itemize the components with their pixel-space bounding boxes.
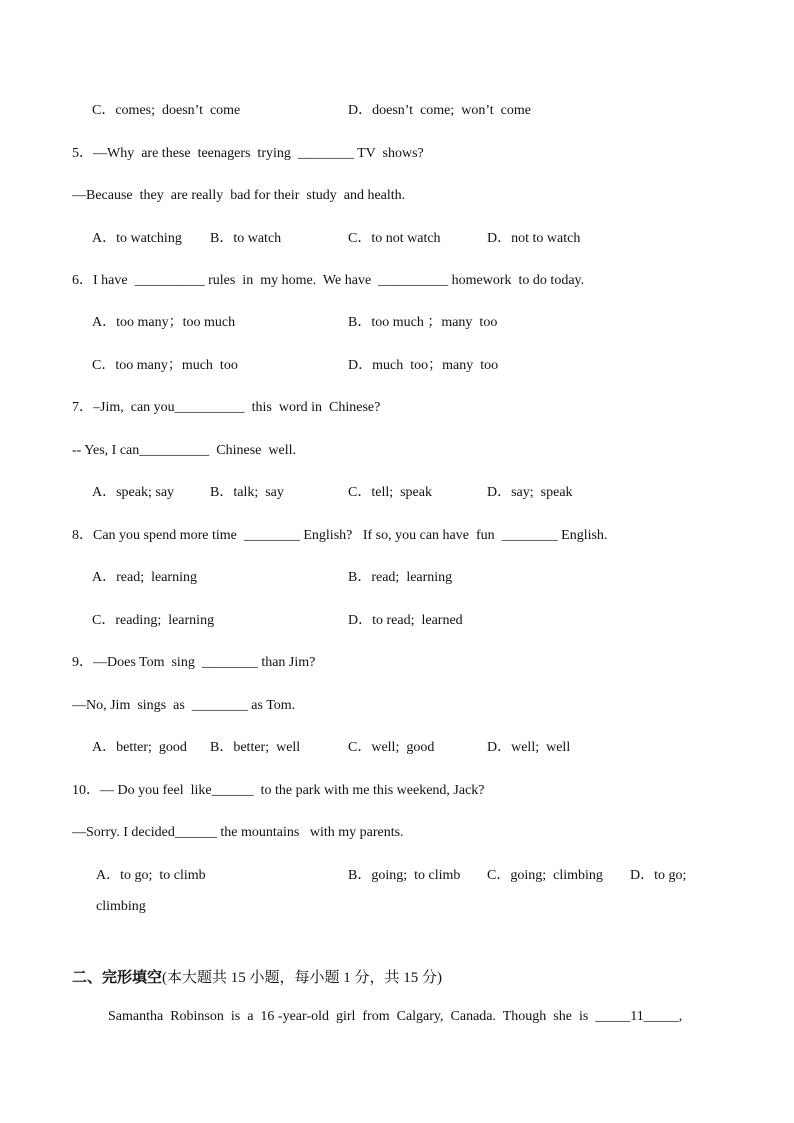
q6-stem: 6．I have __________ rules in my home. We have __________ homework to do today. [72,273,585,288]
q7-stem: 7．–Jim, can you__________ this word in Chinese? [72,400,381,415]
q10-option-d-continued: climbing [96,899,146,914]
q6-option-c: C．too many；much too [92,358,238,373]
q10-option-d: D．to go; [630,868,687,883]
q8-option-b: B．read; learning [348,570,453,585]
q10-reply: —Sorry. I decided______ the mountains with my parents. [72,825,404,840]
q5-reply: —Because they are really bad for their study and health. [72,188,406,203]
section-heading [72,968,442,988]
q5-option-d: D．not to watch [487,231,581,246]
q4-option-d: D．doesn’t come; won’t come [348,103,532,118]
q5-option-a: A．to watching [92,231,182,246]
q8-option-a: A．read; learning [92,570,197,585]
q7-option-a: A．speak; say [92,485,175,500]
q9-option-b: B．better; well [210,740,301,755]
q9-option-c: C．well; good [348,740,435,755]
q6-option-d: D．much too；many too [348,358,499,373]
q8-option-c: C．reading; learning [92,613,215,628]
q10-option-a: A．to go; to climb [96,868,206,883]
q7-reply: -- Yes, I can__________ Chinese well. [72,443,296,458]
q6-option-a: A．too many；too much [92,315,236,330]
q9-option-a: A．better; good [92,740,187,755]
passage-line: Samantha Robinson is a 16 -year-old girl from Calgary, Canada. Though she is _____11_____, [108,1009,683,1024]
q7-option-b: B．talk; say [210,485,284,500]
q9-stem: 9．—Does Tom sing ________ than Jim? [72,655,316,670]
q9-reply: —No, Jim sings as ________ as Tom. [72,698,296,713]
q5-option-b: B．to watch [210,231,282,246]
q7-option-c: C．tell; speak [348,485,432,500]
q6-option-b: B．too much ；many too [348,315,498,330]
section-note: (本大题共 15 小题，每小题 1 分，共 15 分) [162,970,443,986]
q10-option-b: B．going; to climb [348,868,461,883]
q9-option-d: D．well; well [487,740,571,755]
section-title: 二、完形填空 [72,970,163,986]
q7-option-d: D．say; speak [487,485,573,500]
q4-option-c: C．comes; doesn’t come [92,103,241,118]
q8-stem: 8．Can you spend more time ________ English? If so, you can have fun ________ English. [72,528,608,543]
q5-stem: 5．—Why are these teenagers trying ________ TV shows? [72,146,424,161]
q5-option-c: C．to not watch [348,231,441,246]
q10-stem: 10．— Do you feel like______ to the park with me this weekend, Jack? [72,783,485,798]
q8-option-d: D．to read; learned [348,613,463,628]
q10-option-c: C．going; climbing [487,868,603,883]
